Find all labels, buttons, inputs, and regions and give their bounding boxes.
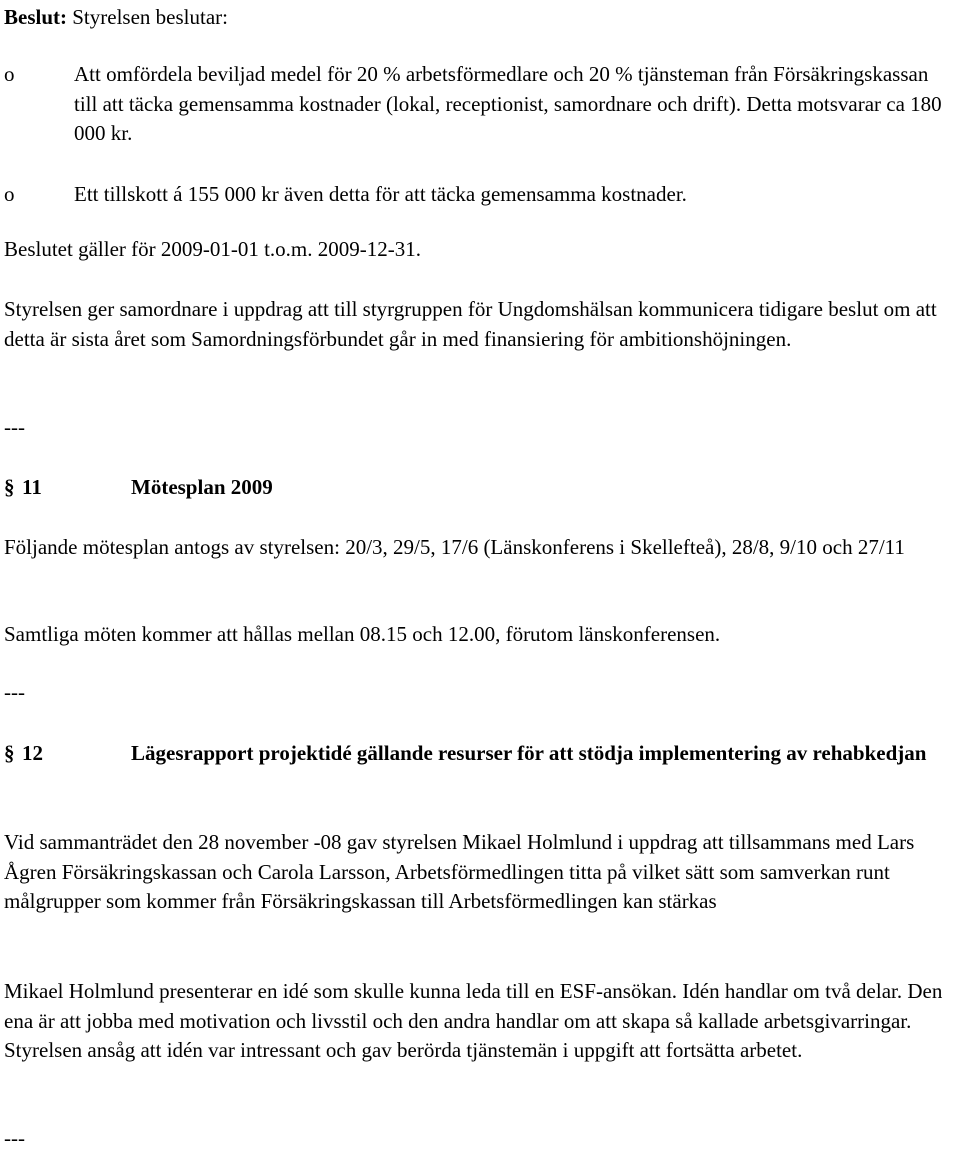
project-idea-paragraph: Mikael Holmlund presenterar en idé som skulle kunna leda till en ESF-ansökan. Idén handlar om två delar. Den ena är att jobba med motivation och livsstil och den andra handlar om att skapa så kallade arbetsgivarringar. Styrelsen ansåg att idén var intressant och gav berörda tjänstemän i uppgift att fortsätta arbetet. (4, 979, 943, 1062)
bullet-marker: o (4, 182, 15, 206)
decision-validity: Beslutet gäller för 2009-01-01 t.o.m. 2009-12-31. (4, 237, 422, 261)
section-title: Mötesplan 2009 (131, 475, 273, 499)
section-mark: § (4, 475, 15, 499)
assignment-history-paragraph: Vid sammanträdet den 28 november -08 gav styrelsen Mikael Holmlund i uppdrag att tillsammans med Lars Ågren Försäkringskassan och Carola Larsson, Arbetsförmedlingen titta på vilket sätt som samverkan runt målgrupper som kommer från Försäkringskassan till Arbetsförmedlingen kan stärkas (4, 830, 915, 913)
bullet-marker: o (4, 62, 15, 86)
bullet-item-reallocation: Att omfördela beviljad medel för 20 % arbetsförmedlare och 20 % tjänsteman från Försäkringskassan till att täcka gemensamma kostnader (lokal, receptionist, samordnare och drift). Detta motsvarar ca 180 000 kr. (74, 62, 942, 145)
decision-line (4, 3, 228, 31)
assignment-paragraph: Styrelsen ger samordnare i uppdrag att till styrgruppen för Ungdomshälsan kommunicera tidigare beslut om att detta är sista året som Samordningsförbundet går in med finansiering för ambitionshöjningen. (4, 297, 937, 351)
section-title: Lägesrapport projektidé gällande resurser för att stödja implementering av rehabkedjan (131, 741, 927, 765)
section-separator: --- (4, 415, 25, 439)
section-mark: § (4, 741, 15, 765)
meeting-times-paragraph: Samtliga möten kommer att hållas mellan 08.15 och 12.00, förutom länskonferensen. (4, 622, 721, 646)
section-number: 11 (22, 475, 42, 499)
section-number: 12 (22, 741, 43, 765)
section-separator: --- (4, 1126, 25, 1150)
decision-label: Beslut: (4, 5, 67, 29)
meeting-dates-paragraph: Följande mötesplan antogs av styrelsen: 20/3, 29/5, 17/6 (Länskonferens i Skellefteå), 28/8, 9/10 och 27/11 (4, 535, 905, 559)
decision-text: Styrelsen beslutar: (67, 5, 228, 29)
section-separator: --- (4, 680, 25, 704)
bullet-item-supplement: Ett tillskott á 155 000 kr även detta för att täcka gemensamma kostnader. (74, 182, 687, 206)
